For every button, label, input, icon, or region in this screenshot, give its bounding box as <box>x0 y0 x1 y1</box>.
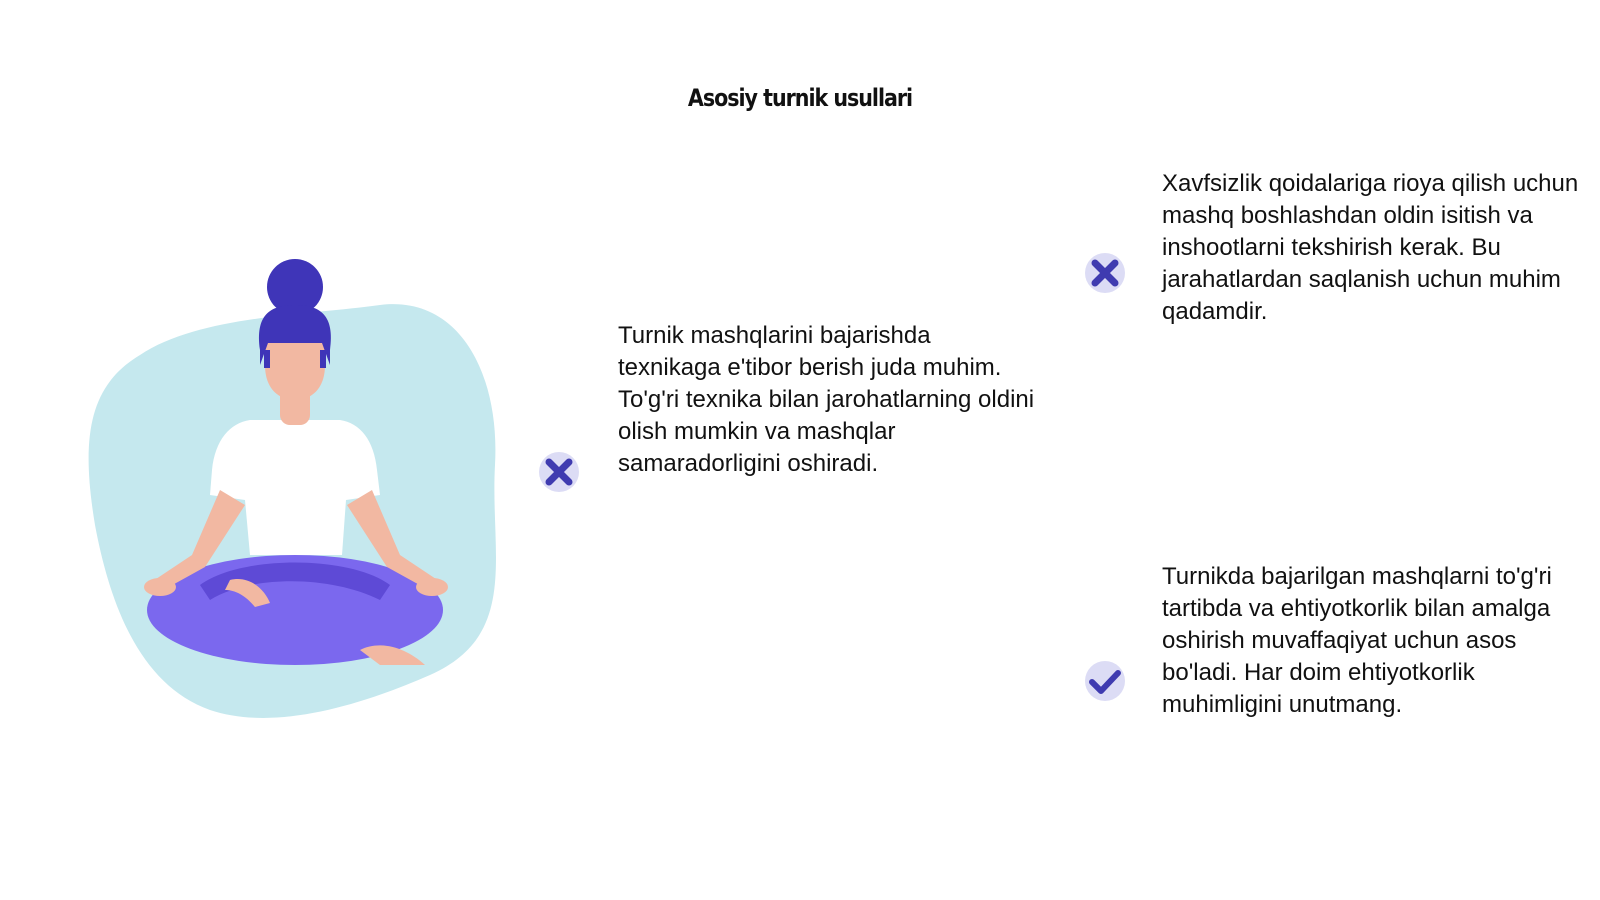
cross-icon <box>537 450 581 494</box>
cross-icon <box>1083 251 1127 295</box>
checkmark-icon <box>1083 659 1127 703</box>
item-text: Turnikda bajarilgan mashqlarni to'g'ri tartibda va ehtiyotkorlik bilan amalga oshirish muvaffaqiyat uchun asos bo'ladi. Har doim ehtiyotkorlik muhimligini unutmang. <box>1162 563 1552 718</box>
item-text: Xavfsizlik qoidalariga rioya qilish uchun mashq boshlashdan oldin isitish va inshootlarni tekshirish kerak. Bu jarahatlardan saqlanish uchun muhim qadamdir. <box>1162 170 1579 325</box>
item-text: Turnik mashqlarini bajarishda texnikaga e'tibor berish juda muhim. To'g'ri texnika bilan jarohatlarning oldini olish mumkin va mashqlar samaradorligini oshiradi. <box>618 322 1035 477</box>
slide-title: Asosiy turnik usullari <box>687 84 913 112</box>
meditating-woman-illustration <box>80 255 520 735</box>
